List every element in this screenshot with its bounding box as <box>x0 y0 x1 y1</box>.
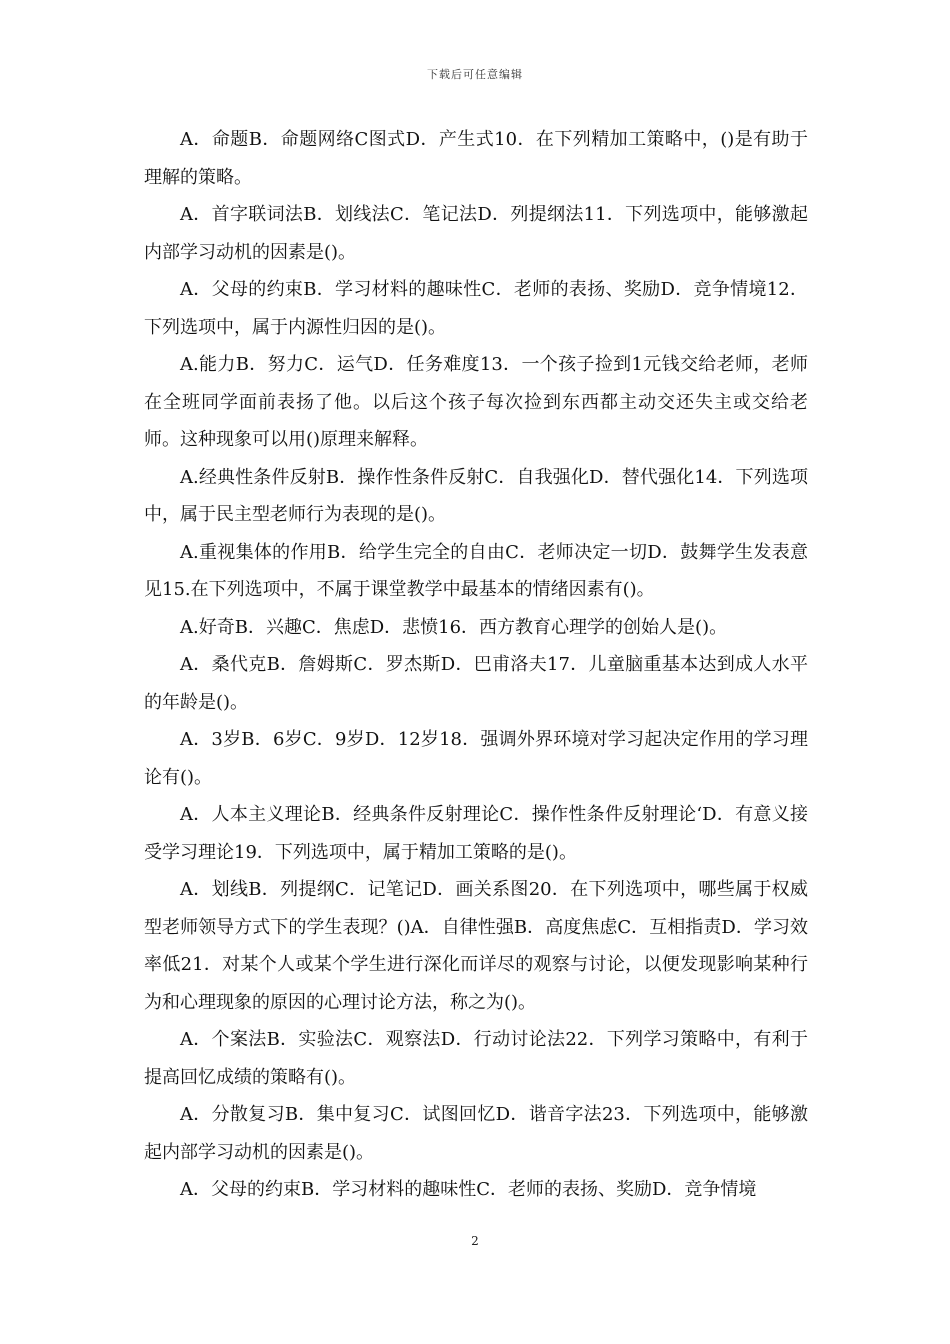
page-header-note: 下载后可任意编辑 <box>427 68 523 81</box>
paragraph: A．划线B．列提纲C．记笔记D．画关系图20．在下列选项中，哪些属于权威型老师领导方式下的学生表现？()A．自律性强B．高度焦虑C．互相指责D．学习效率低21．对某个人或某个学生进行深化而详尽的观察与讨论，以便发现影响某种行为和心理现象的原因的心理讨论方法，称之为()。 <box>144 879 808 1013</box>
paragraph: A.重视集体的作用B．给学生完全的自由C．老师决定一切D．鼓舞学生发表意见15.在下列选项中，不属于课堂教学中最基本的情绪因素有()。 <box>144 541 808 600</box>
page-number: 2 <box>471 1234 479 1248</box>
paragraph: A．3岁B．6岁C．9岁D．12岁18．强调外界环境对学习起决定作用的学习理论有()。 <box>144 729 808 788</box>
paragraph: A．父母的约束B．学习材料的趣味性C．老师的表扬、奖励D．竞争情境12．下列选项中，属于内源性归因的是()。 <box>144 279 808 338</box>
paragraph: A．桑代克B．詹姆斯C．罗杰斯D．巴甫洛夫17．儿童脑重基本达到成人水平的年龄是()。 <box>144 654 808 713</box>
paragraph: A.经典性条件反射B．操作性条件反射C．自我强化D．替代强化14．下列选项中，属于民主型老师行为表现的是()。 <box>144 466 808 525</box>
paragraph: A．父母的约束B．学习材料的趣味性C．老师的表扬、奖励D．竞争情境 <box>180 1179 757 1200</box>
paragraph: A．个案法B．实验法C．观察法D．行动讨论法22．下列学习策略中，有利于提高回忆成绩的策略有()。 <box>144 1029 808 1088</box>
document-body <box>144 121 808 1209</box>
paragraph: A．分散复习B．集中复习C．试图回忆D．谐音字法23．下列选项中，能够激起内部学习动机的因素是()。 <box>144 1104 808 1163</box>
paragraph: A．首字联词法B．划线法C．笔记法D．列提纲法11．下列选项中，能够激起内部学习动机的因素是()。 <box>144 204 808 263</box>
paragraph: A.好奇B．兴趣C．焦虑D．悲愤16．西方教育心理学的创始人是()。 <box>180 616 728 638</box>
paragraph: A．命题B．命题网络C图式D．产生式10．在下列精加工策略中，()是有助于理解的策略。 <box>144 129 808 188</box>
paragraph: A.能力B．努力C．运气D．任务难度13．一个孩子捡到1元钱交给老师，老师在全班同学面前表扬了他。以后这个孩子每次捡到东西都主动交还失主或交给老师。这种现象可以用()原理来解释。 <box>144 354 808 450</box>
paragraph: A．人本主义理论B．经典条件反射理论C．操作性条件反射理论‘D．有意义接受学习理论19．下列选项中，属于精加工策略的是()。 <box>144 804 808 863</box>
